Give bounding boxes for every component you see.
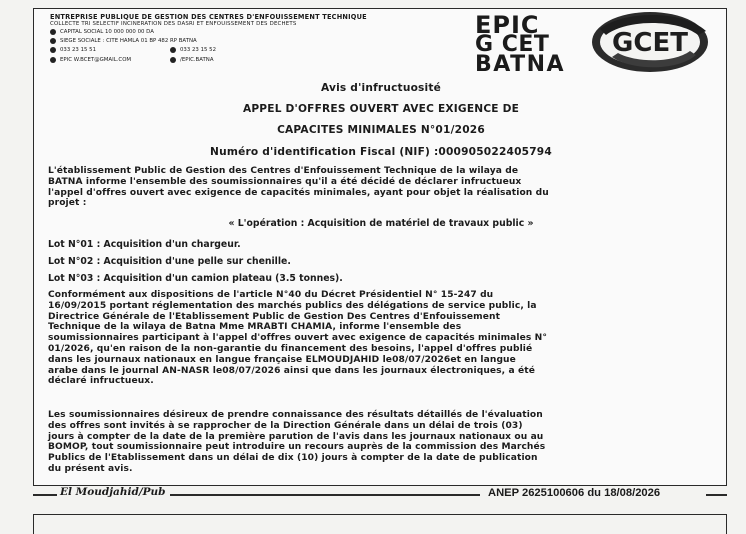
body-line: Conformément aux dispositions de l'article N°40 du Décret Présidentiel N° 15-247 du [48,290,494,300]
capital-line [50,28,450,37]
intro-paragraph [48,166,716,209]
address-text: SIEGE SOCIALE : CITE HAMLA 01 BP 482 RP BATNA [60,37,197,44]
body-line: déclaré infructueux. [48,376,154,387]
body-line: soumissionnaires participant à l'appel d'offres ouvert avec exigence de capacités minimales N° [48,333,548,344]
social-entry [170,56,214,65]
intro-line: projet : [48,198,87,209]
phone-row [50,46,450,55]
phone-left-text: 033 23 15 51 [60,47,97,53]
intro-line: L'établissement Public de Gestion des Centres d'Enfouissement Technique de la wilaya de [48,166,519,176]
body-line: dans les journaux nationaux en langue française ELMOUDJAHID le08/07/2026et en langue [48,354,516,365]
tender-title-line1: APPEL D'OFFRES OUVERT AVEC EXIGENCE DE [242,103,520,115]
footer-rule-left [33,494,57,496]
closing-line: Les soumissionnaires désireux de prendre connaissance des résultats détaillés de l'évaluation [48,410,543,420]
body-line: arabe dans le journal AN-NASR le08/07/2026 ainsi que dans les journaux électroniques, a été [48,365,535,376]
closing-line: jours à compter de la date de la première parution de l'avis dans les journaux nationaux ou au [48,431,544,442]
intro-line: BATNA informe l'ensemble des soumissionnaires qu'il a été décidé de déclarer infructueux [48,176,522,187]
web-row [50,56,450,65]
footer-rule-right [706,494,727,496]
intro-line: l'appel d'offres ouvert avec exigence de capacités minimales, ayant pour objet la réalisation du [48,187,549,198]
tax-id-line: Numéro d'identification Fiscal (NIF) :000905022405794 [210,146,552,158]
email-icon [50,57,56,63]
anep-reference: ANEP 2625100606 du 18/08/2026 [488,487,661,499]
lot-item: Lot N°03 : Acquisition d'un camion plateau (3.5 tonnes). [48,273,343,284]
letterhead [50,13,450,64]
logo-line-epic: EPIC [475,11,540,39]
closing-line: des offres sont invités à se rapprocher de la Direction Générale dans un délai de trois (03) [48,420,523,431]
phone-left [50,46,170,55]
lot-item: Lot N°01 : Acquisition d'un chargeur. [48,239,241,250]
address-line [50,37,450,46]
facebook-icon [170,57,176,63]
body-line: 16/09/2015 portant réglementation des marchés publics des délégations de service public, la [48,300,537,311]
tender-title-line2: CAPACITES MINIMALES N°01/2026 [277,124,485,136]
logo-wordmark [475,11,581,77]
closing-line: du présent avis. [48,463,133,474]
next-notice-frame [33,514,727,534]
phone-right [170,46,216,55]
bullet-icon [50,29,56,35]
operation-title: « L'opération : Acquisition de matériel de travaux public » [228,218,534,229]
lot-item: Lot N°02 : Acquisition d'une pelle sur chenille. [48,256,291,267]
body-paragraph [48,290,716,387]
notice-sheet [33,8,727,486]
location-icon [50,38,56,44]
org-subtitle: COLLECTE TRI SELECTIF INCINERATION DES DASRI ET ENFOUISSEMENT DES DECHETS [50,21,297,27]
logo-line-batna: BATNA [475,52,566,77]
phone-right-text: 033 23 15 52 [180,47,217,53]
notice-title: Avis d'infructuosité [320,82,442,94]
closing-paragraph [48,410,716,475]
body-line: Technique de la wilaya de Batna Mme MRABTI CHAMIA, informe l'ensemble des [48,322,462,333]
email-text: EPIC W.BCET@GMAIL.COM [60,56,132,63]
org-name: ENTREPRISE PUBLIQUE DE GESTION DES CENTRES D'ENFOUISSEMENT TECHNIQUE [50,13,367,21]
footer-rule-middle [170,494,480,496]
fax-icon [170,47,176,53]
publication-credit: El Moudjahid/Pub [60,486,166,498]
social-text: /EPIC.BATNA [180,56,214,63]
gcet-logo-icon [582,9,714,75]
phone-icon [50,47,56,53]
closing-line: BOMOP, tout soumissionnaire peut introduire un recours auprès de la commission des Marchés [48,442,546,453]
logo-line-gcet: G CET [475,32,550,57]
email-entry [50,56,170,65]
logo-emblem-text: GCET [612,28,688,58]
closing-line: Publics de l'Etablissement dans un délai de dix (10) jours à compter de la date de publication [48,453,538,464]
body-line: Directrice Générale de l'Etablissement Public de Gestion Des Centres d'Enfouissement [48,311,501,322]
capital-text: CAPITAL SOCIAL 10 000 000 00 DA [60,29,154,35]
body-line: 01/2026, qu'en raison de la non-garantie du financement des besoins, l'appel d'offres publié [48,343,533,354]
